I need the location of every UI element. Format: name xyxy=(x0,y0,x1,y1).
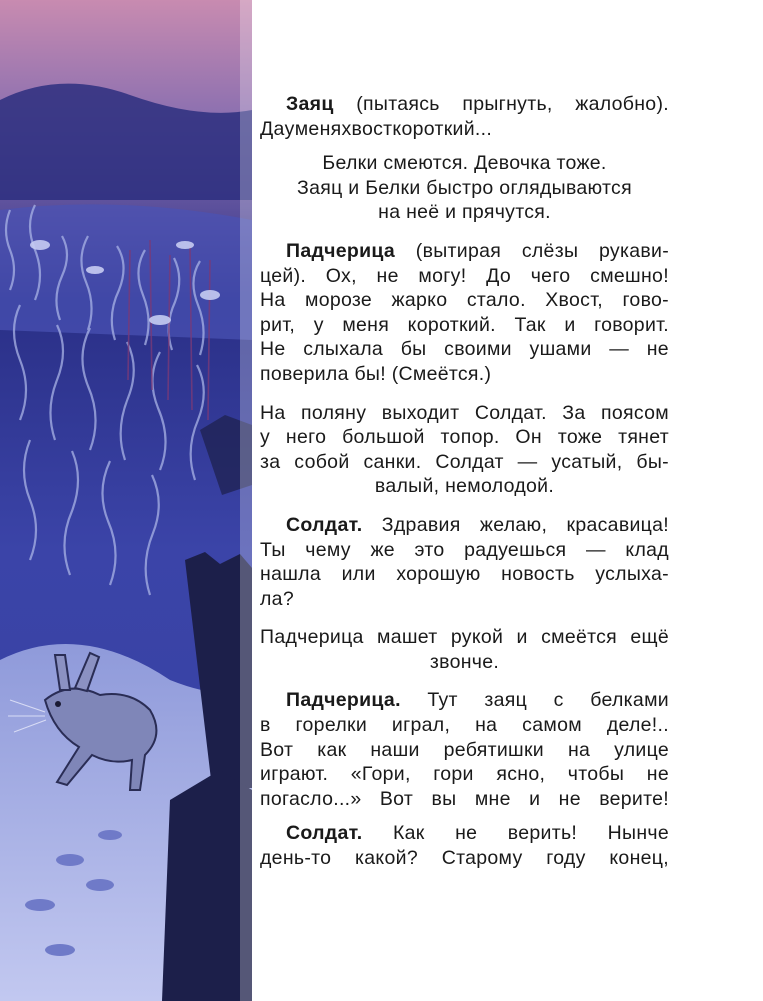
text-line: Солдат. Как не верить! Нынче xyxy=(286,822,669,845)
text-line: цей). Ох, не могу! До чего смешно! xyxy=(260,264,669,287)
text-line: Вот как наши ребятишки на улице xyxy=(260,738,669,761)
text-line: в горелки играл, на самом деле!.. xyxy=(260,714,669,737)
text-line: у него большой топор. Он тоже тянет xyxy=(260,426,669,449)
text-block-soldier-remark-2 xyxy=(260,821,669,870)
text-line: Белки смеются. Девочка тоже. xyxy=(322,152,607,175)
text-line: рит, у меня короткий. Так и говорит. xyxy=(260,313,669,336)
text-line: играют. «Гори, гори ясно, чтобы не xyxy=(260,763,669,786)
text-line: нашла или хорошую новость услыха- xyxy=(260,563,669,586)
text-line: Ты чему же это радуешься — клад xyxy=(260,538,669,561)
text-line: погасло...» Вот вы мне и не верите! xyxy=(260,787,669,810)
stage-direction-stepdaughter-laughs xyxy=(260,625,669,674)
text-line: Заяц и Белки быстро оглядываются xyxy=(297,176,632,199)
text-line: поверила бы! (Смеётся.) xyxy=(260,362,492,385)
text-line: звонче. xyxy=(429,650,500,673)
forest-illustration xyxy=(0,0,252,1001)
text-line: Не слыхала бы своими ушами — не xyxy=(260,338,669,361)
stage-direction-soldier-enters xyxy=(260,401,669,499)
text-line: Солдат. Здравия желаю, красавица! xyxy=(286,513,669,536)
text-line: Заяц (пытаясь прыгнуть, жалобно). xyxy=(286,93,669,115)
text-line: ла? xyxy=(260,587,294,610)
play-text xyxy=(260,92,669,871)
text-line: Падчерица (вытирая слёзы рукави- xyxy=(286,239,669,262)
stage-direction-squirrels xyxy=(260,151,669,225)
text-block-stepdaughter-remark-2 xyxy=(260,688,669,811)
text-block-soldier-remark-1 xyxy=(260,513,669,611)
text-line: Да у меня хвост короткий... xyxy=(260,117,493,140)
text-line: день-то какой? Старому году конец, xyxy=(260,847,669,870)
text-block-hare-remark xyxy=(260,92,669,141)
text-line: Падчерица. Тут заяц с белками xyxy=(286,689,669,712)
text-line: валый, немолодой. xyxy=(374,475,555,498)
text-line: На морозе жарко стало. Хвост, гово- xyxy=(260,289,669,312)
text-line: На поляну выходит Солдат. За поясом xyxy=(260,401,669,424)
text-line: за собой санки. Солдат — усатый, бы- xyxy=(260,450,669,473)
text-line: на неё и прячутся. xyxy=(378,201,551,224)
winter-forest-hare-icon xyxy=(0,0,252,1001)
text-line: Падчерица машет рукой и смеётся ещё xyxy=(260,626,669,649)
text-block-stepdaughter-remark-1 xyxy=(260,239,669,387)
